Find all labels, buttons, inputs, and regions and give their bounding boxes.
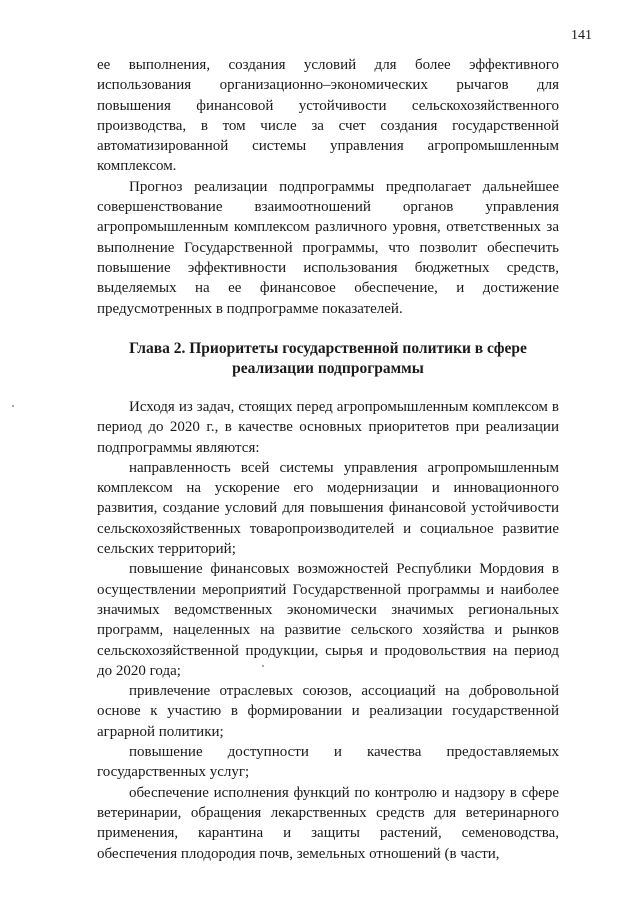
scan-speck [262, 665, 264, 667]
paragraph-forecast: Прогноз реализации подпрограммы предполагает дальнейшее совершенствование взаимоотношений органов управления агропромышленным комплексом различного уровня, ответственных за выполнение Государственной программы, что позволит обеспечить повышение эффективности использования бюджетных средств, выделяемых на ее финансовое обеспечение, и достижение предусмотренных в подпрограмме показателей. [97, 178, 559, 317]
chapter-heading-line-2: реализации подпрограммы [232, 360, 424, 377]
list-item-priority: направленность всей системы управления агропромышленным комплексом на ускорение его модернизации и инновационного развития, создание условий для повышения финансовой устойчивости сельскохозяйственных товаропроизводителей и социальное развитие сельских территорий; [97, 459, 559, 558]
scan-speck [12, 405, 14, 407]
chapter-heading [97, 339, 559, 379]
paragraph-continuation: ее выполнения, создания условий для более эффективного использования организационно–экономических рычагов для повышения финансовой устойчивости сельскохозяйственного производства, в том числе за счет создания государственной автоматизированной системы управления агропромышленным комплексом. [97, 57, 559, 175]
list-item-priority: повышение доступности и качества предоставляемых государственных услуг; [97, 744, 559, 781]
list-item-priority: обеспечение исполнения функций по контролю и надзору в сфере ветеринарии, обращения лекарственных средств для ветеринарного применения, карантина и защиты растений, семеноводства, обеспечения плодородия почв, земельных отношений (в части, [97, 784, 559, 862]
list-item-priority: повышение финансовых возможностей Республики Мордовия в осуществлении мероприятий Государственной программы и наиболее значимых ведомственных экономически значимых региональных программ, нацеленных на развитие сельского хозяйства и рынков сельскохозяйственной продукции, сырья и продовольствия на период до 2020 года; [97, 561, 559, 679]
priorities-text [97, 397, 559, 864]
chapter-heading-line-1: Глава 2. Приоритеты государственной политики в сфере [129, 340, 527, 357]
paragraph-priorities-intro: Исходя из задач, стоящих перед агропромышленным комплексом в период до 2020 г., в качестве основных приоритетов при реализации подпрограммы являются: [97, 399, 559, 456]
page-number: 141 [571, 28, 592, 43]
list-item-priority: привлечение отраслевых союзов, ассоциаций на добровольной основе к участию в формировании и реализации государственной аграрной политики; [97, 683, 559, 740]
intro-text [97, 55, 559, 319]
